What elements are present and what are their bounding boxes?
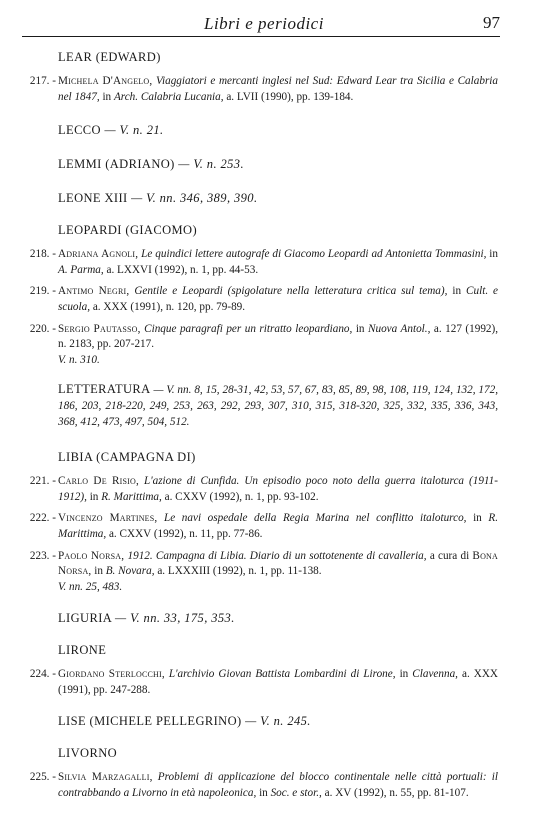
entry-author: Carlo De Risio,: [58, 475, 139, 488]
running-title: Libri e periodici: [204, 14, 324, 33]
heading-text: LETTERATURA: [58, 382, 151, 397]
entry-218: [0, 247, 550, 278]
entry-author: Paolo Norsa,: [58, 549, 125, 562]
entry-citation: a. CXXV (1992), n. 1, pp. 93-102.: [164, 490, 319, 503]
entry-journal: Cult. e scuola,: [58, 285, 499, 313]
entry-222: [0, 511, 550, 542]
entry-connector: in: [473, 512, 482, 525]
entry-journal: R. Marittima,: [101, 490, 162, 503]
entry-connector: in: [94, 565, 103, 578]
page-number: 97: [483, 13, 500, 32]
entry-citation: a. XV (1992), n. 55, pp. 81-107.: [324, 787, 469, 800]
entry-citation: a. LXXVI (1992), n. 1, pp. 44-53.: [106, 263, 259, 276]
heading-livorno: LIVORNO: [58, 746, 118, 761]
entry-title: Viaggiatori e mercanti inglesi nel Sud: Edward Lear tra Sicilia e Calabria nel 1847,: [58, 75, 499, 103]
entry-journal: Soc. e stor.,: [270, 787, 322, 800]
entry-connector: in: [489, 248, 498, 261]
entry-number: 221. -: [29, 475, 56, 488]
entry-number: 222. -: [29, 512, 56, 525]
entry-225: [0, 770, 550, 801]
entry-223: [0, 549, 550, 596]
entry-citation: a. CXXV (1992), n. 11, pp. 77-86.: [108, 527, 263, 540]
entry-219: [0, 284, 550, 315]
entry-journal: R. Marittima,: [58, 512, 498, 540]
entry-number: 220. -: [29, 322, 56, 335]
cross-ref: — V. nn. 8, 15, 28-31, 42, 53, 57, 67, 83, 85, 89, 98, 108, 119, 124, 132, 172, 186, 203, 218-220, 249, 253, 263, 292, 293, 307, 310, 315, 318-320, 325, 332, 335, 336, 343, 368, 412, 473, 497, 504, 512.: [58, 384, 499, 428]
entry-citation: a. LVII (1990), pp. 139-184.: [226, 90, 354, 103]
entry-journal: B. Novara,: [105, 565, 155, 578]
entry-connector: in: [452, 285, 462, 298]
cross-ref: V. n. 310.: [58, 353, 100, 366]
heading-text: LECCO: [58, 123, 101, 138]
heading-lise: [0, 712, 550, 730]
running-header: [22, 8, 500, 37]
heading-liguria: [0, 609, 550, 627]
entry-author: Vincenzo Martines,: [58, 512, 158, 525]
entry-title: Cinque paragrafi per un ritratto leopardiano,: [144, 322, 353, 335]
entry-connector: in: [355, 322, 365, 335]
entry-author: Antimo Negri,: [58, 285, 130, 298]
entry-number: 224. -: [29, 668, 56, 681]
entry-connector: in: [399, 668, 409, 681]
entry-number: 218. -: [29, 248, 56, 261]
entry-editor: Bona Norsa,: [58, 549, 499, 578]
cross-ref: — V. nn. 33, 175, 353.: [115, 611, 235, 626]
entry-citation: a. LXXXIII (1992), n. 1, pp. 11-138.: [157, 565, 322, 578]
entry-author: Michela D'Angelo,: [58, 75, 153, 87]
entry-number: 217. -: [29, 75, 56, 87]
cross-ref: — V. n. 245.: [245, 714, 311, 729]
entry-citation: a. 127 (1992), n. 2183, pp. 207-217.: [58, 322, 499, 351]
entry-title: 1912. Campagna di Libia. Diario di un sottotenente di cavalleria,: [127, 549, 427, 562]
entry-number: 225. -: [29, 771, 56, 784]
entry-author: Sergio Pautasso,: [58, 322, 141, 335]
heading-letteratura: [58, 382, 498, 430]
heading-lemmi: [0, 155, 550, 173]
cross-ref: — V. n. 253.: [178, 157, 244, 172]
heading-lirone: LIRONE: [58, 643, 107, 658]
heading-leone: [0, 189, 550, 207]
entry-connector: in: [259, 787, 268, 800]
entry-title: Le quindici lettere autografe di Giacomo Leopardi ad Antonietta Tommasini,: [141, 248, 487, 261]
entry-connector: a cura di: [429, 549, 470, 562]
heading-lear: LEAR (EDWARD): [58, 50, 161, 64]
entry-author: Adriana Agnoli,: [58, 248, 139, 261]
heading-text: LISE (MICHELE PELLEGRINO): [58, 714, 242, 729]
entry-connector: in: [102, 90, 112, 103]
entry-journal: Arch. Calabria Lucania,: [113, 90, 224, 103]
entry-217: [0, 74, 550, 105]
cross-ref: — V. nn. 346, 389, 390.: [131, 191, 258, 206]
heading-lecco: [0, 121, 550, 139]
index-body: [0, 48, 550, 802]
entry-title: L'azione di Cunfida. Un episodio poco noto della guerra italoturca (1911-1912),: [58, 475, 498, 503]
entry-number: 219. -: [29, 285, 56, 298]
entry-author: Giordano Sterlocchi,: [58, 668, 165, 681]
entry-author: Silvia Marzagalli,: [58, 771, 153, 784]
entry-221: [0, 474, 550, 505]
heading-libia: LIBIA (CAMPAGNA DI): [58, 450, 196, 465]
entry-title: Problemi di applicazione del blocco continentale nelle città portuali: il contrabbando a Livorno in età napoleonica,: [58, 771, 499, 800]
entry-220: [0, 322, 550, 369]
entry-title: Gentile e Leopardi (spigolature nella letteratura critica sul tema),: [134, 285, 448, 298]
entry-journal: Nuova Antol.,: [368, 322, 431, 335]
entry-number: 223. -: [29, 549, 56, 562]
entry-title: Le navi ospedale della Regia Marina nel conflitto italoturco,: [164, 512, 467, 525]
entry-224: [0, 667, 550, 698]
entry-citation: a. XXX (1991), pp. 247-288.: [58, 668, 498, 696]
entry-connector: in: [89, 490, 99, 503]
heading-text: LEONE XIII: [58, 191, 128, 206]
heading-text: LEMMI (ADRIANO): [58, 157, 175, 172]
entry-journal: A. Parma,: [58, 263, 104, 276]
entry-title: L'archivio Giovan Battista Lombardini di Lirone,: [168, 668, 396, 681]
entry-citation: a. XXX (1991), n. 120, pp. 79-89.: [92, 300, 246, 313]
cross-ref: — V. n. 21.: [104, 123, 164, 138]
heading-text: LIGURIA: [58, 611, 112, 626]
cross-ref: V. nn. 25, 483.: [58, 580, 123, 593]
entry-journal: Clavenna,: [412, 668, 458, 681]
heading-leopardi: LEOPARDI (GIACOMO): [58, 223, 198, 238]
